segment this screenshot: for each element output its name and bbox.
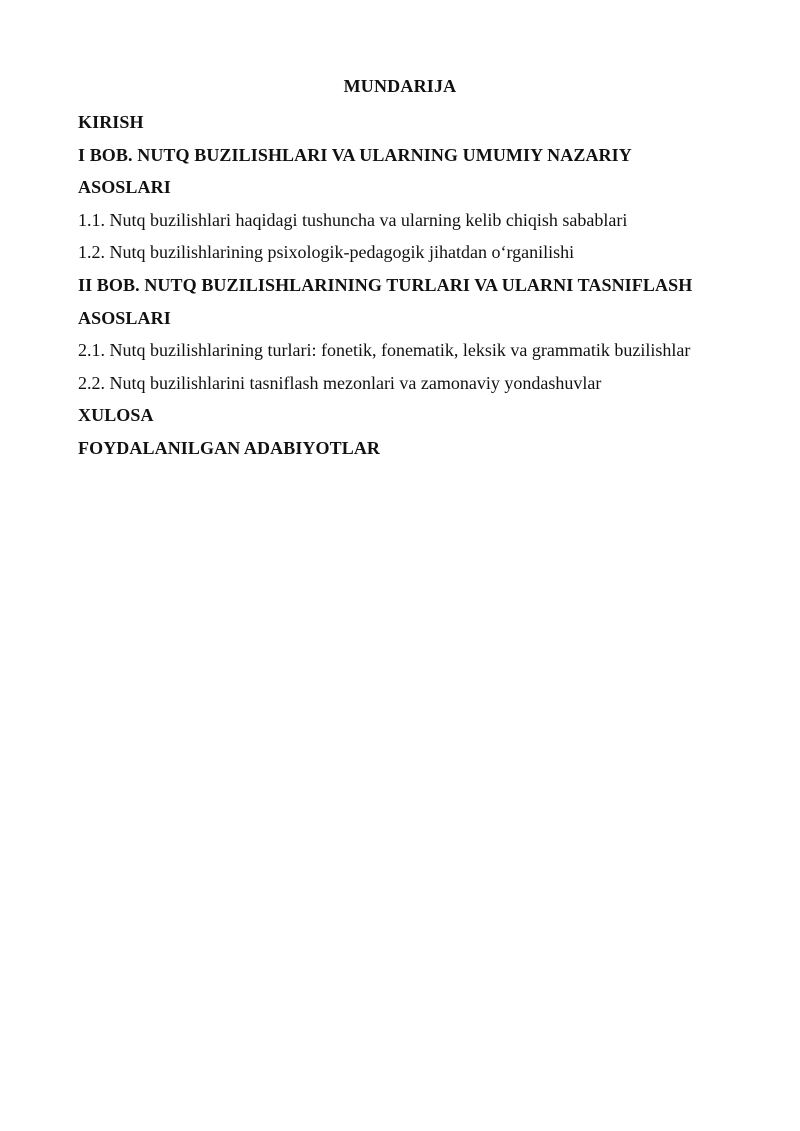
toc-entry-chapter-1-title-cont: ASOSLARI	[78, 177, 171, 198]
toc-entry-chapter-2-title-cont: ASOSLARI	[78, 307, 171, 328]
toc-entry-section-2-1: 2.1. Nutq buzilishlarining turlari: fonetik, fonematik, leksik va grammatik buzilishlar	[78, 340, 691, 361]
toc-entry-references: FOYDALANILGAN ADABIYOTLAR	[78, 437, 381, 458]
toc-entry-section-2-2: 2.2. Nutq buzilishlarini tasniflash mezonlari va zamonaviy yondashuvlar	[78, 372, 602, 393]
toc-entry-section-1-2: 1.2. Nutq buzilishlarining psixologik-pedagogik jihatdan o‘rganilishi	[78, 242, 575, 263]
toc-entry-chapter-1-title: I BOB. NUTQ BUZILISHLARI VA ULARNING UMUMIY NAZARIY	[78, 144, 632, 165]
toc-entry-conclusion: XULOSA	[78, 405, 154, 426]
toc-entry-introduction: KIRISH	[78, 112, 144, 132]
toc-entry-section-1-1: 1.1. Nutq buzilishlari haqidagi tushuncha va ularning kelib chiqish sabablari	[78, 209, 628, 230]
toc-entry-chapter-2-title: II BOB. NUTQ BUZILISHLARINING TURLARI VA ULARNI TASNIFLASH	[78, 274, 693, 295]
table-of-contents	[78, 106, 738, 465]
page-title: MUNDARIJA	[343, 76, 457, 96]
